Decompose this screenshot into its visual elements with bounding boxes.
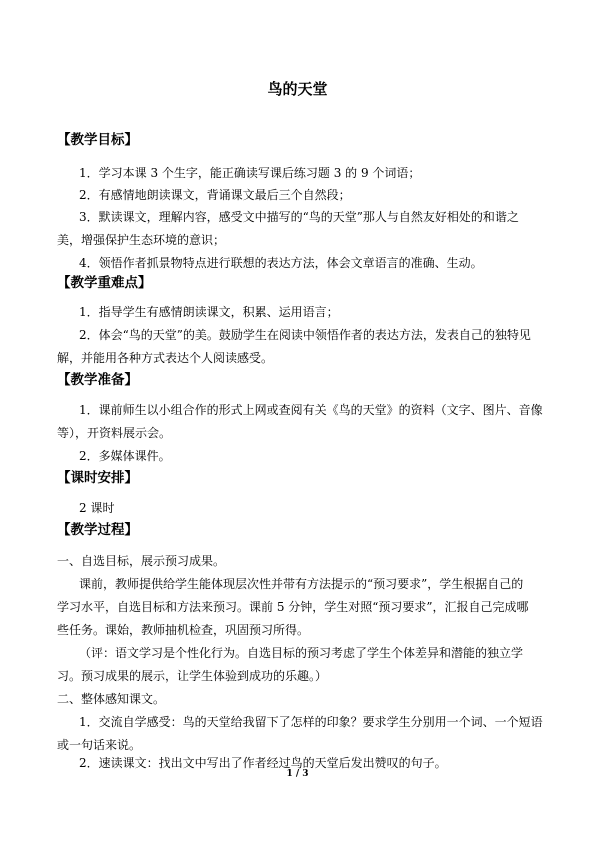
process-comment: （评：语文学习是个性化行为。自选目标的预习考虑了学生个体差异和潜能的独立学 xyxy=(79,646,524,660)
key-point-item: 2．体会“鸟的天堂”的美。鼓励学生在阅读中领悟作者的表达方法，发表自己的独特见 xyxy=(79,328,531,342)
process-paragraph-continued: 或一句话来说。 xyxy=(57,738,142,752)
page-number: 1 / 3 xyxy=(286,769,309,779)
schedule-text: 2 课时 xyxy=(79,501,115,515)
objective-item-continued: 美，增强保护生态环境的意识； xyxy=(57,233,226,247)
preparation-item-continued: 等），开资料展示会。 xyxy=(57,426,172,440)
section-heading-objectives: 【教学目标】 xyxy=(57,132,138,148)
process-paragraph: 1．交流自学感受：鸟的天堂给我留下了怎样的印象？要求学生分别用一个词、一个短语 xyxy=(79,715,543,729)
process-step-heading: 二、整体感知课文。 xyxy=(57,692,166,706)
process-paragraph-continued: 些任务。课始，教师抽机检查，巩固预习所得。 xyxy=(57,623,310,637)
document-title: 鸟的天堂 xyxy=(267,80,328,98)
objective-item: 3．默读课文，理解内容，感受文中描写的“鸟的天堂”那人与自然友好相处的和谐之 xyxy=(79,210,519,224)
process-paragraph: 2．速读课文：找出文中写出了作者经过鸟的天堂后发出赞叹的句子。 xyxy=(79,756,447,770)
objective-item: 1．学习本课 3 个生字，能正确读写课后练习题 3 的 9 个词语； xyxy=(79,166,421,180)
key-point-item-continued: 解，并能用各种方式表达个人阅读感受。 xyxy=(57,351,274,365)
process-paragraph-continued: 学习水平，自选目标和方法来预习。课前 5 分钟，学生对照“预习要求”，汇报自己完成哪 xyxy=(57,600,529,614)
section-heading-process: 【教学过程】 xyxy=(57,522,138,538)
objective-item: 4．领悟作者抓景物特点进行联想的表达方法，体会文章语言的准确、生动。 xyxy=(79,256,483,270)
preparation-item: 1．课前师生以小组合作的形式上网或查阅有关《鸟的天堂》的资料（文字、图片、音像 xyxy=(79,403,543,417)
key-point-item: 1．指导学生有感情朗读课文，积累、运用语言； xyxy=(79,305,339,319)
section-heading-key-points: 【教学重难点】 xyxy=(57,275,152,291)
process-paragraph: 课前，教师提供给学生能体现层次性并带有方法提示的“预习要求”，学生根据自己的 xyxy=(79,577,524,591)
preparation-item: 2．多媒体课件。 xyxy=(79,449,171,463)
process-step-heading: 一、自选目标，展示预习成果。 xyxy=(57,554,226,568)
process-comment-continued: 习。预习成果的展示，让学生体验到成功的乐趣。） xyxy=(57,669,328,683)
section-heading-preparation: 【教学准备】 xyxy=(57,372,138,388)
section-heading-schedule: 【课时安排】 xyxy=(57,470,138,486)
objective-item: 2．有感情地朗读课文，背诵课文最后三个自然段； xyxy=(79,188,351,202)
